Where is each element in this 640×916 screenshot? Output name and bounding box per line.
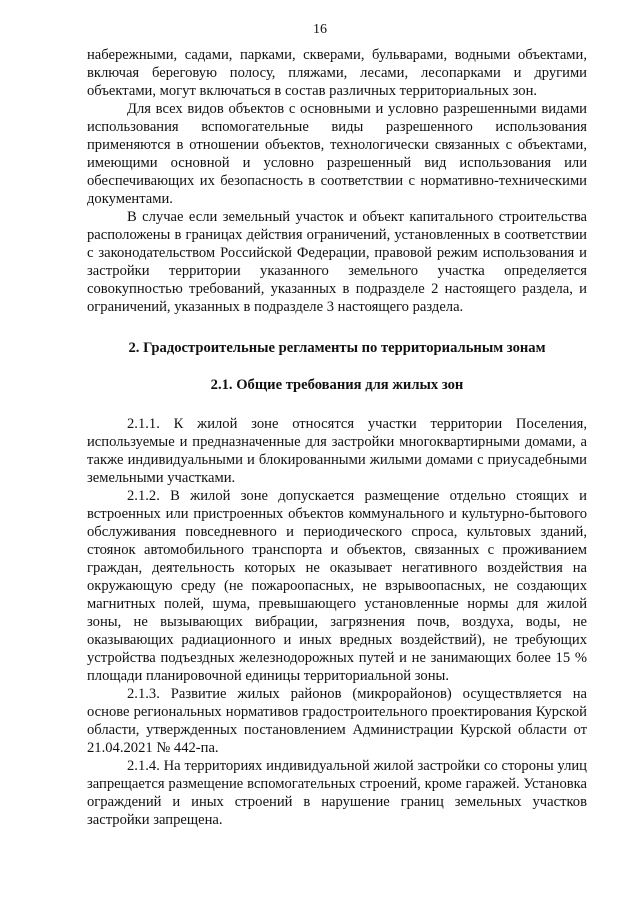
paragraph-restrictions: В случае если земельный участок и объект капитального строительства расположены в границах действия ограничений, установленных в соответствии с законодательством Российской Федерации, правовой режим использования и застройки территории указанного земельного участка определяется совокупностью требований, указанных в подразделе 2 настоящего раздела, и ограничений, указанных в подразделе 3 настоящего раздела. xyxy=(87,209,587,315)
document-body xyxy=(87,46,587,829)
item-2-1-2: 2.1.2. В жилой зоне допускается размещение отдельно стоящих и встроенных или пристроенных объектов коммунального и культурно-бытового обслуживания повседневного и периодического спроса, культовых зданий, стоянок автомобильного транспорта и объектов, связанных с проживанием граждан, деятельность которых не оказывает негативного воздействия на окружающую среду (не пожароопасных, не взрывоопасных, не создающих магнитных полей, шума, превышающего установленные нормы для жилой зоны, не вызывающих вибрации, загрязнения почв, воздуха, воды, не оказывающих радиационного и иных вредных воздействий), не требующих устройства подъездных железнодорожных путей и не занимающих более 15 % площади планировочной единицы территориальной зоны. xyxy=(87,488,587,684)
paragraph-auxiliary-uses: Для всех видов объектов с основными и условно разрешенными видами использования вспомогательные виды разрешенного использования применяются в отношении объектов, технологически связанных с объектами, имеющими основной и условно разрешенный вид использования или обеспечивающих их безопасность в соответствии с нормативно-техническими документами. xyxy=(87,101,587,207)
item-2-1-1: 2.1.1. К жилой зоне относятся участки территории Поселения, используемые и предназначенные для застройки многоквартирными домами, а также индивидуальными и блокированными жилыми домами с приусадебными земельными участками. xyxy=(87,416,587,486)
section-heading: 2. Градостроительные регламенты по территориальным зонам xyxy=(128,340,546,356)
paragraph-continuation: набережными, садами, парками, скверами, бульварами, водными объектами, включая береговую полосу, пляжами, лесами, лесопарками и другими объектами, могут включаться в состав различных территориальных зон. xyxy=(87,47,587,99)
page-number: 16 xyxy=(313,22,327,37)
item-2-1-3: 2.1.3. Развитие жилых районов (микрорайонов) осуществляется на основе региональных нормативов градостроительного проектирования Курской области, утвержденных постановлением Администрации Курской области от 21.04.2021 № 442-па. xyxy=(87,686,587,756)
item-2-1-4: 2.1.4. На территориях индивидуальной жилой застройки со стороны улиц запрещается размещение вспомогательных строений, кроме гаражей. Установка ограждений и иных строений в нарушение границ земельных участков застройки запрещена. xyxy=(87,758,587,828)
subsection-heading: 2.1. Общие требования для жилых зон xyxy=(210,377,464,393)
